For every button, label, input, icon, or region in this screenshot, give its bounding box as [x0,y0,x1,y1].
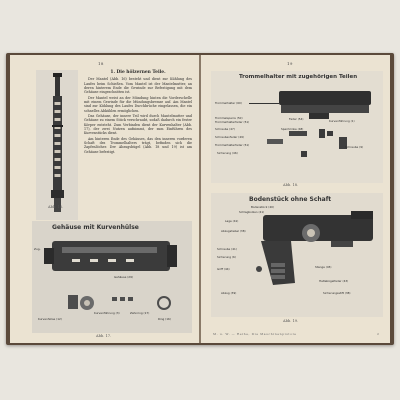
photo-title: Trommelhalter mit zugehörigen Teilen [239,74,358,80]
photo-label: Sicherung (6) [217,255,236,259]
photo-label: Schraube (9) [345,145,364,149]
photo-label: Trommelhalter (60) [215,101,242,105]
paragraph: Der Mantel weist an der Mündung hinten die Vorderschelle mit einem Gewinde für die Mündungsbremse auf. Am Mantel sind zur Kühlung des Laufes Durchbrüche eingelassen, die ein schnelles Abkühlen ermöglichen. [84,95,192,113]
photo-label: Schraube (47) [215,127,235,131]
photo-label: Gehäuse (29) [114,275,133,279]
photo-label: Bodenstück (40) [251,205,275,209]
barrel-jacket-photo [36,70,78,220]
housing-photo [32,221,192,333]
photo-label: Ring (16) [158,317,171,321]
barrel-jacket-illustration [36,70,78,220]
page-footer: M. u. W. — Reihe, Die Maschinenpistole [213,332,297,336]
photo-label: Sicherungsstift (38) [323,291,351,295]
paragraph: Der Mantel (Abb. 16) besteht und dient zur Kühlung des Laufes beim Schießen. Vom Mantel ist der Mantelmutter, an deren hinterem Ende die Gewinde zur Befestigung mit dem Gehäuse eingeschnitten ist. [84,77,192,95]
photo-label: Trommelsperre (50) [215,116,243,120]
receiver-illustration [211,193,383,317]
figure-caption: Abb. 19. [283,319,299,323]
receiver-photo [211,193,383,317]
page-number-right: 19 [287,61,293,66]
photo-label: Stange (45) [315,265,332,269]
photo-label: Schraubenfeder (49) [215,135,244,139]
photo-label: Kurvenführung (3) [94,311,120,315]
page-number-left: 18 [98,61,104,66]
left-page [10,55,199,343]
photo-label: Lage (41) [225,219,239,223]
photo-label: Schraube (41) [217,247,237,251]
photo-label: Schlagbolzen (41) [239,210,265,214]
section-heading: 1. Die hölzernen Teile. [110,70,166,75]
label-leader-line [249,103,279,104]
book-spread [6,53,394,345]
figure-caption: Abb. 17. [96,334,112,338]
photo-label: Abzug (39) [221,291,237,295]
photo-label: Sperrklinke (48) [281,127,304,131]
photo-label: Kurvenhülse (12) [38,317,62,321]
paragraph: Das Gehäuse, der innere Teil wird durch Mantelmutter und Gehäuse zu einem Stück verschraubt, sodaß dadurch ein fester Körper entsteht. Zum Verbinden dient der Kurvenhalter (Abb. 17), der zwei Nutzen aufnimmt, der zum Einführen des Kurvenstücks dient. [84,114,192,136]
photo-label: Abzugshebel (38) [221,229,246,233]
right-page [201,55,390,343]
photo-label: Zug- [34,247,41,251]
photo-label: Zahnring (17) [130,311,150,315]
magazine-holder-photo [211,71,383,183]
paragraph: Am hinteren Ende des Gehäuses, das den inneren vorderen Schaft des Trommelhalters trägt, befinden sich die Zapfenlöcher. Der Abzugsbügel (Abb. 18 und 19) ist am Gehäuse befestigt. [84,136,192,154]
photo-title: Gehäuse mit Kurvenhülse [52,224,139,231]
signature-mark: 2 [377,332,379,336]
text-column [84,71,192,155]
figure-caption: Abb. 18. [283,183,299,187]
photo-title: Bodenstück ohne Schaft [249,196,332,203]
figure-caption: Abb. 16. [48,205,64,209]
photo-label: Feder (54) [289,117,304,121]
photo-label: Trommelhalterfeder (51) [215,120,250,124]
photo-label: Griff (44) [217,267,230,271]
photo-label: Trommelhalterfeder (51) [215,143,250,147]
photo-label: Kurvenführung (1) [329,119,355,123]
photo-label: Haltebügelfeder (43) [319,279,349,283]
photo-label: Sicherung (46) [217,151,238,155]
